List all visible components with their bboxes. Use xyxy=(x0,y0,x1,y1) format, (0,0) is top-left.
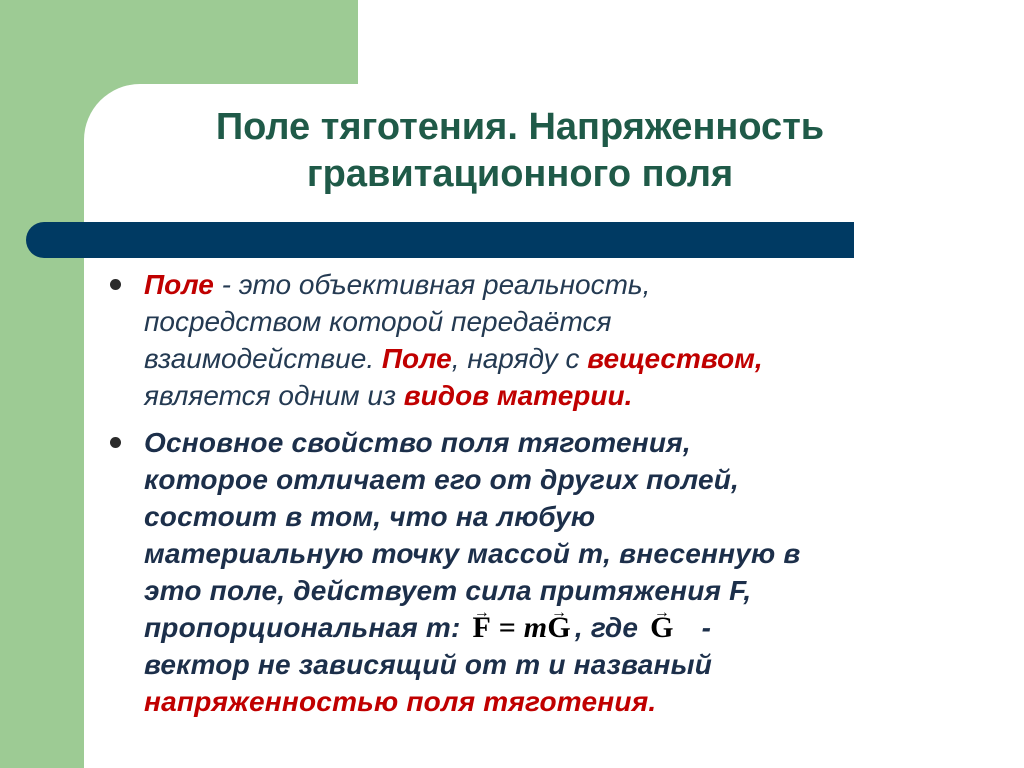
bullet-gravity-property xyxy=(104,424,984,720)
bullet2-line-6 xyxy=(144,609,984,646)
formula-equals: = xyxy=(491,611,524,644)
bullet2-text: пропорциональная m: xyxy=(144,612,469,643)
bullet1-line-3 xyxy=(144,340,984,377)
bullet1-text: взаимодействие. xyxy=(144,343,382,374)
bullet-field-definition xyxy=(104,266,984,414)
term-field-strength: напряженностью поля тяготения. xyxy=(144,686,657,717)
term-kinds-of-matter: видов материи. xyxy=(403,380,633,411)
bullet1-text: является одним из xyxy=(144,380,404,411)
term-substance: веществом, xyxy=(587,343,763,374)
bullet2-text: - xyxy=(677,612,712,643)
vector-F: → F xyxy=(473,609,492,646)
bullet2-line-2: которое отличает его от других полей, xyxy=(144,464,740,495)
term-field: Поле xyxy=(381,343,452,374)
bullet1-line-4 xyxy=(144,377,984,414)
title-line-1: Поле тяготения. Напряженность xyxy=(215,106,825,148)
bullet2-line-3: состоит в том, что на любую xyxy=(144,501,596,532)
bullet2-line-7: вектор не зависящий от m и названый xyxy=(144,649,713,680)
bullet-dot-icon xyxy=(110,437,121,448)
bullet2-line-8 xyxy=(144,683,984,720)
bullet2-line-5: это поле, действует сила притяжения F, xyxy=(144,575,752,606)
term-field: Поле xyxy=(144,269,214,300)
vector-G: → G xyxy=(650,609,674,646)
bullet1-line-2: посредством которой передаётся xyxy=(144,306,612,337)
bullet2-text: , где xyxy=(574,612,647,643)
vector-G: → G xyxy=(547,609,571,646)
formula-m: m xyxy=(523,611,548,644)
bullet1-text: , наряду с xyxy=(451,343,588,374)
slide-title xyxy=(120,104,920,198)
title-divider-bar xyxy=(26,222,854,258)
bullet2-line-1: Основное свойство поля тяготения, xyxy=(144,427,691,458)
bullet2-line-4: материальную точку массой m, внесенную в xyxy=(144,538,801,569)
bullet1-line-1 xyxy=(144,266,984,303)
force-formula xyxy=(473,609,571,646)
vector-G-symbol xyxy=(650,609,674,646)
bullet-dot-icon xyxy=(110,279,121,290)
bullet1-text: - это объективная реальность, xyxy=(213,269,651,300)
title-line-2: гравитационного поля xyxy=(306,153,734,195)
bullet-list xyxy=(104,266,984,720)
